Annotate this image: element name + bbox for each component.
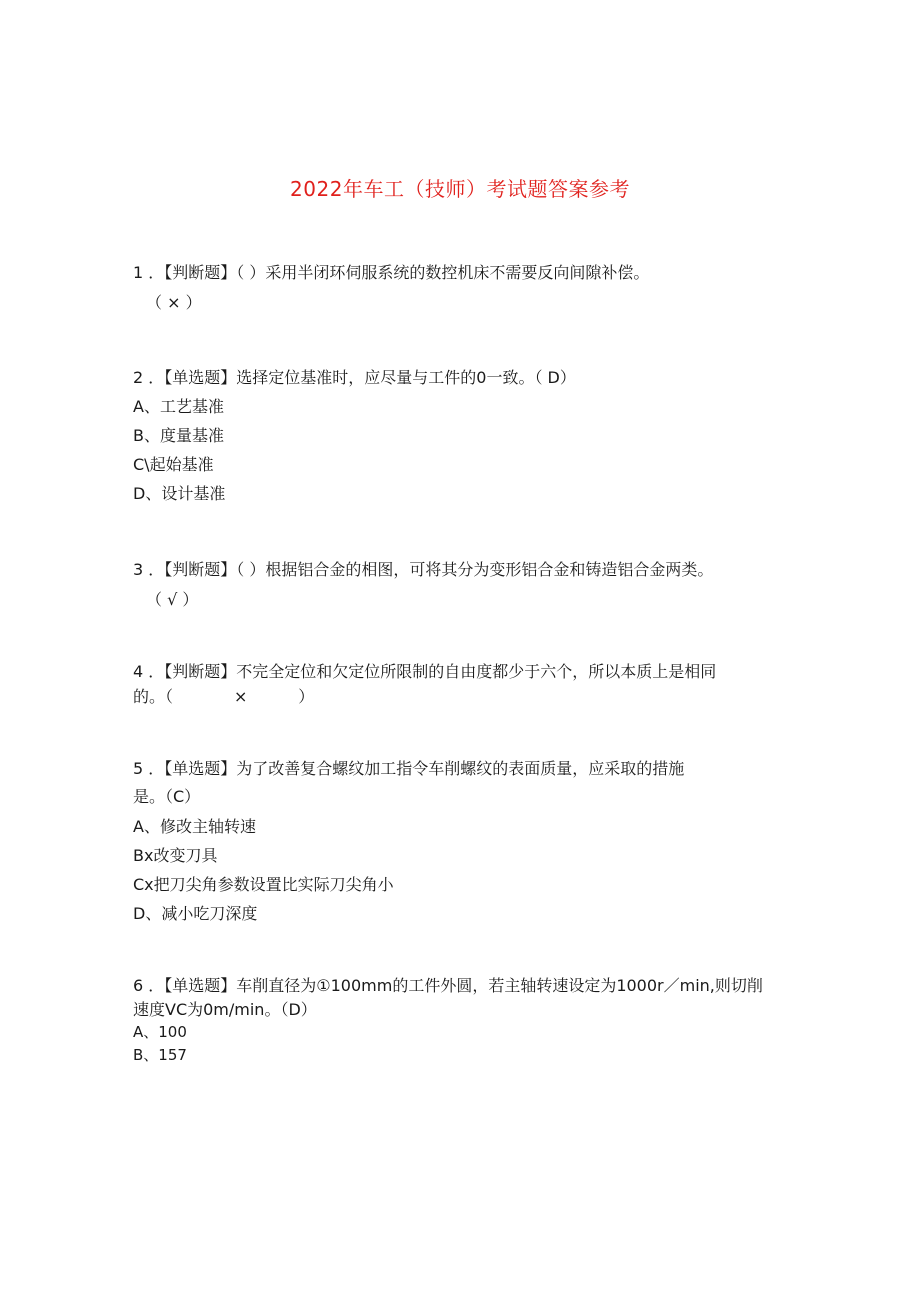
question-5-option-d: D、减小吃刀深度 xyxy=(133,904,258,923)
question-2-option-d: D、设计基准 xyxy=(133,484,226,503)
question-2-option-a: A、工艺基准 xyxy=(133,397,224,416)
question-6-stem: 6 ．【单选题】车削直径为①100mm的工件外圆，若主轴转速设定为1000r／min,则切削 xyxy=(133,976,763,995)
page-title: 2022年车工（技师）考试题答案参考 xyxy=(290,177,630,201)
question-1-answer: （ × ） xyxy=(146,293,202,312)
question-2-stem: 2 ．【单选题】选择定位基准时，应尽量与工件的0一致。（ D） xyxy=(133,368,576,387)
question-3-stem: 3 ．【判断题】（ ）根据铝合金的相图，可将其分为变形铝合金和铸造铝合金两类。 xyxy=(133,560,714,579)
question-4-stem: 4 ．【判断题】不完全定位和欠定位所限制的自由度都少于六个，所以本质上是相同 xyxy=(133,662,717,681)
question-5-option-b: Bx改变刀具 xyxy=(133,846,218,865)
question-6-stem-continued: 速度VC为0m/min。（D） xyxy=(133,1000,317,1019)
question-1-stem: 1 ．【判断题】（ ）采用半闭环伺服系统的数控机床不需要反向间隙补偿。 xyxy=(133,263,650,282)
question-6-option-b: B、157 xyxy=(133,1046,187,1064)
question-5-stem: 5 ．【单选题】为了改善复合螺纹加工指令车削螺纹的表面质量，应采取的措施 xyxy=(133,759,685,778)
question-6-option-a: A、100 xyxy=(133,1023,187,1041)
question-5-option-c: Cx把刀尖角参数设置比实际刀尖角小 xyxy=(133,875,394,894)
question-2-option-c: C\起始基准 xyxy=(133,455,214,474)
question-5-stem-continued: 是。（C） xyxy=(133,787,201,806)
question-5-option-a: A、修改主轴转速 xyxy=(133,817,256,836)
question-3-answer: （ √ ） xyxy=(146,590,199,609)
question-2-option-b: B、度量基准 xyxy=(133,426,224,445)
question-4-stem-continued: 的。（ × ） xyxy=(133,687,315,706)
